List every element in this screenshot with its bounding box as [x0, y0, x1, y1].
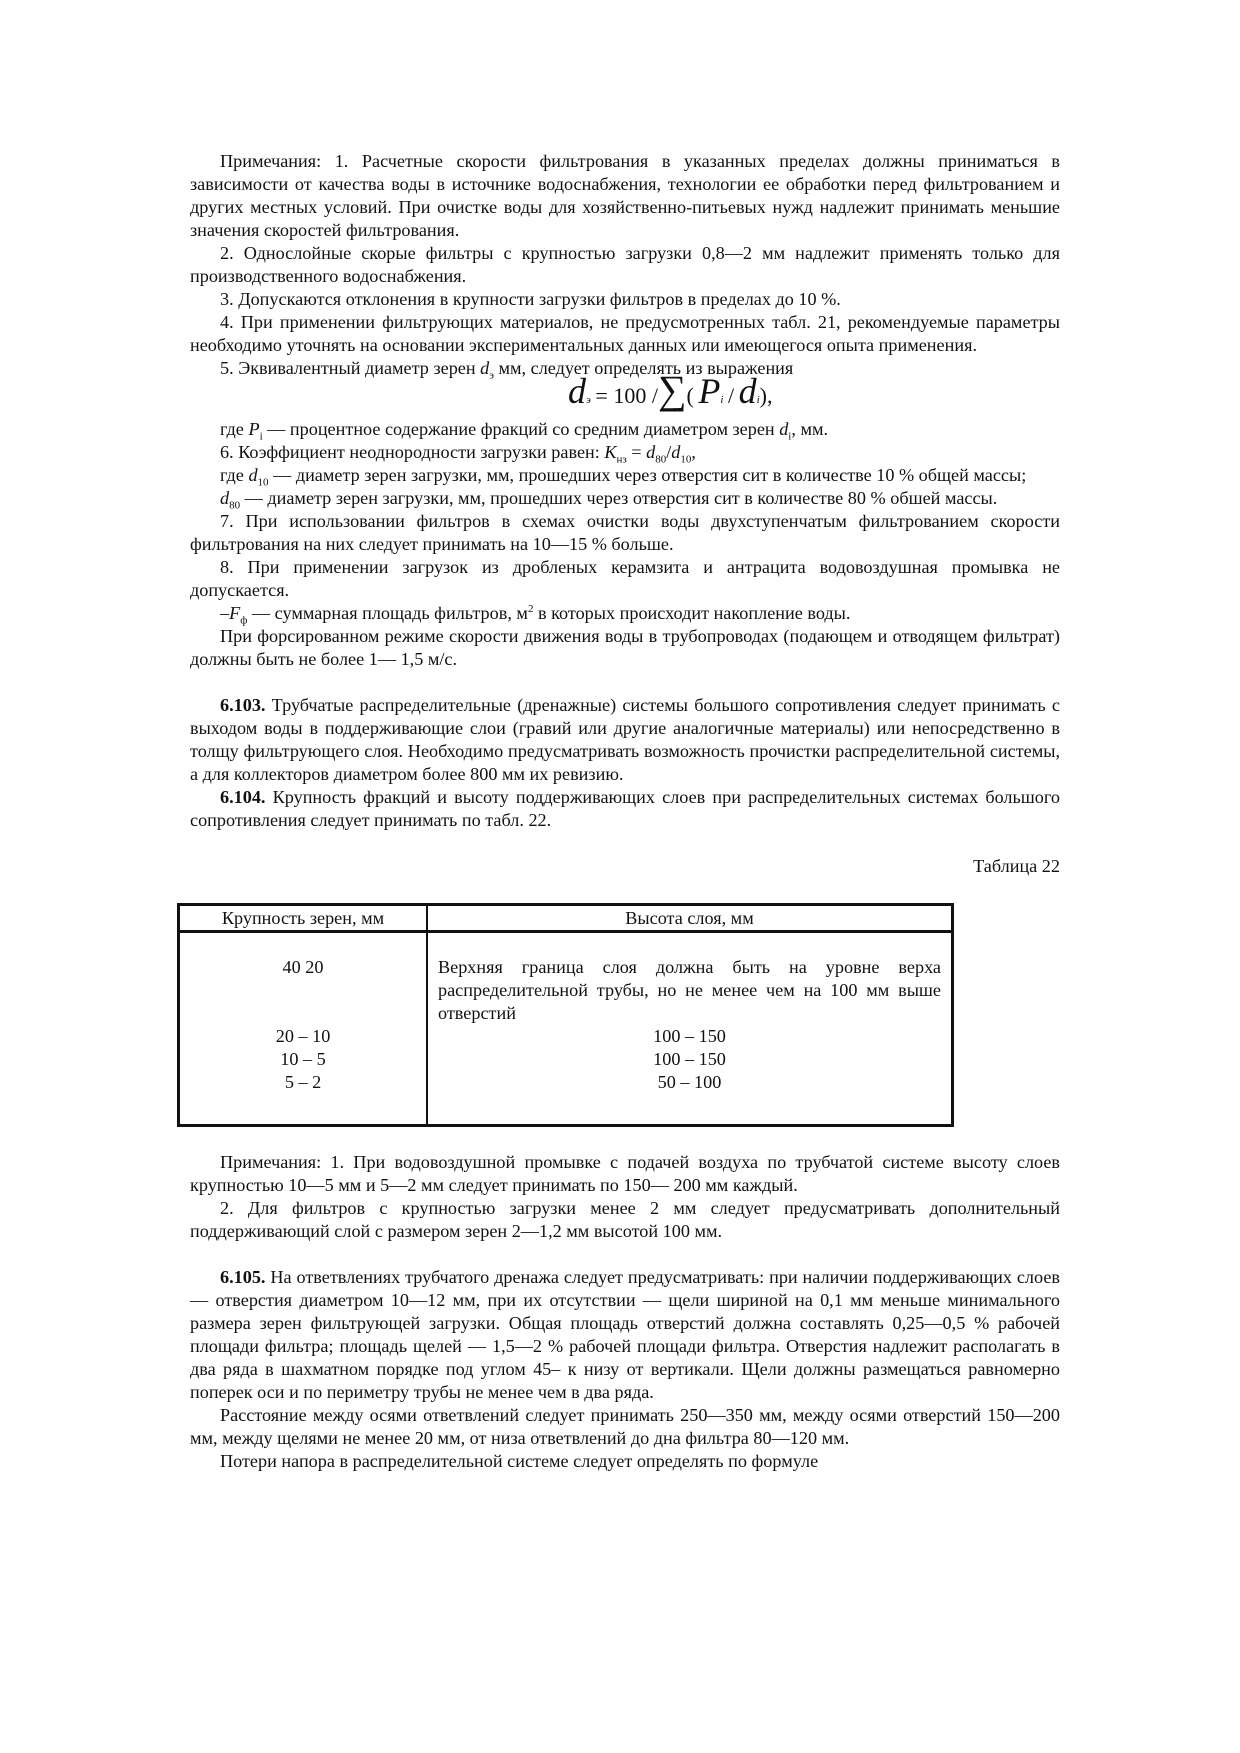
header-grain-size: Крупность зерен, мм	[179, 905, 428, 932]
d80-definition: $d_{80}$ — диаметр зерен загрузки, мм, прошедших через отверстия сит в количестве 80 % обшей массы.	[220, 488, 998, 512]
section-6-103: 6.103. Трубчатые распределительные (дренажные) системы большого сопротивления следует принимать с выходом воды в поддерживающие слои (гравий или другие аналогичные материалы) или непосредственно в толщу фильтрующего слоя. Необходимо предусматривать возможность прочистки распределительной системы, а для коллекторов диаметром более 800 мм их ревизию.	[190, 695, 1060, 784]
formula-explanation: где $P_i$ — процентное содержание фракций со средним диаметром зерен $d_i$, мм.	[220, 419, 829, 443]
table-cell-height: 50 – 100	[427, 1071, 953, 1126]
branch-spacing-paragraph: Расстояние между осями ответвлений следует принимать 250—350 мм, между осями отверстий 150—200 мм, между щелями не менее 20 мм, от низа ответвлений до дна фильтра 80—120 мм.	[190, 1405, 1060, 1448]
note-6: 6. Коэффициент неоднородности загрузки равен: $K_{нз} = d_{80}/d_{10}$,	[220, 442, 696, 466]
table-row	[179, 932, 953, 1026]
note-8: 8. При применении загрузок из дробленых керамзита и антрацита водовоздушная промывка не допускается.	[190, 557, 1060, 600]
note-1: Примечания: 1. Расчетные скорости фильтрования в указанных пределах должны приниматься в зависимости от качества воды в источнике водоснабжения, технологии ее обработки перед фильтрованием и других местных условий. При очистке воды для хозяйственно-питьевых нужд надлежит принимать меньшие значения скоростей фильтрования.	[190, 151, 1060, 240]
section-6-104: 6.104. Крупность фракций и высоту поддерживающих слоев при распределительных системах большого сопротивления следует принимать по табл. 22.	[190, 787, 1060, 830]
table-row	[179, 1025, 953, 1048]
table-cell-size: 10 – 5	[179, 1048, 428, 1071]
table-header-row	[179, 905, 953, 932]
table-cell-description: Верхняя граница слоя должна быть на уровне верха распределительной трубы, но не менее чем на 100 мм выше отверстий	[438, 957, 941, 1023]
table-row	[179, 1071, 953, 1126]
section-6-105: 6.105. На ответвлениях трубчатого дренажа следует предусматривать: при наличии поддерживающих слоев — отверстия диаметром 10—12 мм, при их отсутствии — щели шириной на 0,1 мм меньше минимального размера зерен фильтрующей загрузки. Общая площадь отверстий должна составлять 0,25—0,5 % рабочей площади фильтра; площадь щелей — 1,5—2 % рабочей площади фильтра. Отверстия надлежит располагать в два ряда в шахматном порядке под углом 45– к низу от вертикали. Щели должны размещаться равномерно поперек оси и по периметру трубы не менее чем в два ряда.	[190, 1267, 1060, 1402]
table-note-1: Примечания: 1. При водовоздушной промывке с подачей воздуха по трубчатой системе высоту слоев крупностью 10—5 мм и 5—2 мм следует принимать по 150— 200 мм каждый.	[190, 1152, 1060, 1195]
table-22-caption: Таблица 22	[973, 856, 1060, 876]
header-layer-height: Высота слоя, мм	[427, 905, 953, 932]
table-row	[179, 1048, 953, 1071]
table-note-2: 2. Для фильтров с крупностью загрузки менее 2 мм следует предусматривать дополнительный поддерживающий слой с размером зерен 2—1,2 мм высотой 100 мм.	[190, 1198, 1060, 1241]
note-2: 2. Однослойные скорые фильтры с крупностью загрузки 0,8—2 мм надлежит применять только для производственного водоснабжения.	[190, 243, 1060, 286]
table-cell-size: 20 – 10	[179, 1025, 428, 1048]
table-cell-height: 100 – 150	[427, 1025, 953, 1048]
note-5: 5. Эквивалентный диаметр зерен $d_э$ мм, следует определять из выражения	[220, 358, 794, 382]
table-22	[177, 903, 954, 1127]
equivalent-diameter-formula: dэ = 100 /∑( Pi / di),	[568, 367, 773, 412]
head-loss-paragraph: Потери напора в распределительной системе следует определять по формуле	[220, 1451, 819, 1471]
d10-definition: где $d_{10}$ — диаметр зерен загрузки, мм, прошедших через отверстия сит в количестве 10 % общей массы;	[220, 465, 1027, 489]
table-cell-height	[427, 932, 953, 1026]
table-cell-size: 5 – 2	[179, 1071, 428, 1126]
forced-mode-note: При форсированном режиме скорости движения воды в трубопроводах (подающем и отводящем фильтрат) должны быть не более 1— 1,5 м/с.	[190, 626, 1060, 669]
note-7: 7. При использовании фильтров в схемах очистки воды двухступенчатым фильтрованием скорости фильтрования на них следует принимать на 10—15 % больше.	[190, 511, 1060, 554]
note-4: 4. При применении фильтрующих материалов, не предусмотренных табл. 21, рекомендуемые параметры необходимо уточнять на основании экспериментальных данных или имеющегося опыта применения.	[190, 312, 1060, 355]
filter-area-definition: $-F_ф$ — суммарная площадь фильтров, $м^2$ в которых происходит накопление воды.	[220, 602, 851, 627]
document-page	[190, 150, 1060, 1473]
table-cell-size: 40 20	[179, 932, 428, 1026]
note-3: 3. Допускаются отклонения в крупности загрузки фильтров в пределах до 10 %.	[220, 289, 841, 309]
table-cell-height: 100 – 150	[427, 1048, 953, 1071]
